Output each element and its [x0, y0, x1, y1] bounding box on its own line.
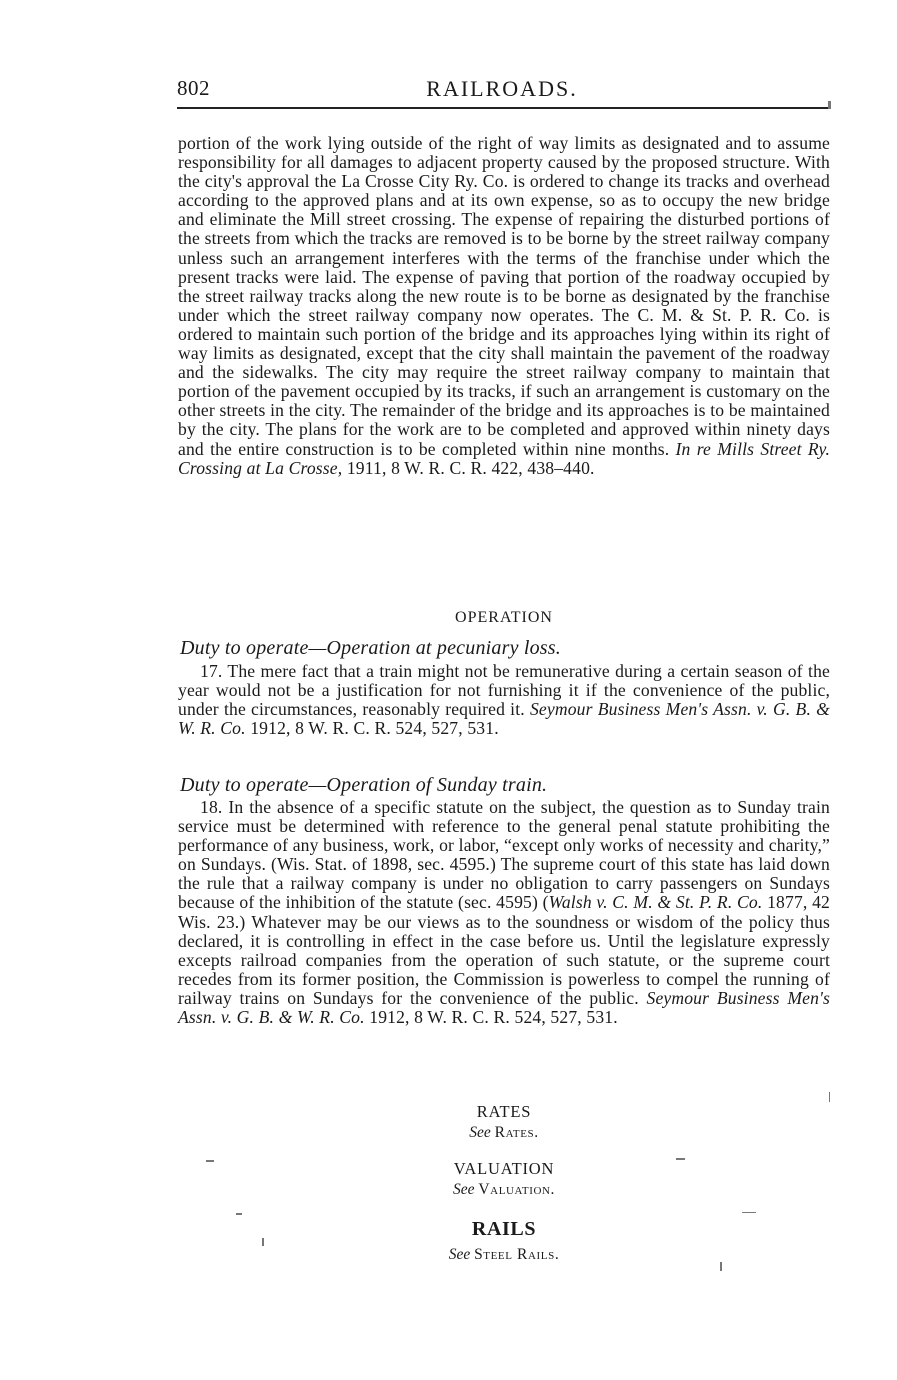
entry-17-text: 17. The mere fact that a train might not be remunerative during a certain season of the year would not be a justification for not furnishing it if the convenience of the public, under the circumstances, reasonably required it.	[178, 661, 830, 720]
paragraph-continuation	[178, 134, 830, 478]
see-word: See	[469, 1124, 491, 1141]
see-word: See	[448, 1246, 471, 1263]
entry-18-subhead: Duty to operate—Operation of Sunday train.	[180, 774, 548, 796]
header-rule	[177, 107, 829, 109]
page-header	[177, 76, 827, 106]
case-citation: In re Mills Street Ry. Crossing at La Crosse,	[178, 438, 830, 478]
cross-ref-see-valuation	[178, 1181, 830, 1199]
cross-ref-target: Steel Rails.	[474, 1246, 560, 1263]
cross-ref-see-rails	[178, 1246, 830, 1264]
scan-speck	[742, 1212, 756, 1213]
entry-18-paragraph	[178, 798, 830, 1027]
cross-ref-target: Rates.	[494, 1124, 539, 1141]
entry-17-citation: Seymour Business Men's Assn. v. G. B. & W. R. Co.	[178, 699, 830, 739]
entry-18-text-b: 1877, 42 Wis. 23.) Whatever may be our views as to the soundness or wisdom of the policy thus declared, it is controlling in effect in the case before us. Until the legislature expressly excepts railroad companies from the operation of such statute, or the supreme court recedes from its former position, the Commission is powerless to compel the running of railway trains on Sundays for the convenience of the public.	[178, 892, 831, 1008]
page-number: 802	[177, 76, 210, 100]
entry-18-citation-reference: 1912, 8 W. R. C. R. 524, 527, 531.	[369, 1007, 618, 1028]
scan-speck	[828, 101, 831, 109]
running-head: RAILROADS.	[426, 76, 578, 101]
cross-ref-heading-rates: RATES	[476, 1102, 532, 1121]
scan-speck	[829, 1092, 830, 1102]
cross-ref-see-rates	[178, 1124, 830, 1142]
cross-ref-target: Valuation.	[478, 1181, 556, 1198]
scan-speck	[262, 1238, 264, 1246]
scan-speck	[236, 1213, 242, 1215]
citation-reference: 1911, 8 W. R. C. R. 422, 438–440.	[346, 457, 595, 478]
cross-ref-heading-rails: RAILS	[471, 1218, 537, 1240]
section-heading-operation: OPERATION	[455, 609, 553, 626]
scan-speck	[206, 1160, 214, 1162]
entry-18-text-a: 18. In the absence of a specific statute on the subject, the question as to Sunday train service must be determined with reference to the general penal statute prohibiting the performance of any business, work, or labor, “except only works of necessity and charity,” on Sundays. (Wis. Stat. of 1898, sec. 4595.) The supreme court of this state has laid down the rule that a railway company is under no obligation to carry passengers on Sundays because of the inhibition of the statute (sec. 4595) (	[178, 797, 830, 913]
scan-speck	[676, 1158, 685, 1160]
cross-ref-heading-valuation: VALUATION	[453, 1159, 555, 1178]
see-word: See	[452, 1181, 475, 1198]
entry-17-citation-reference: 1912, 8 W. R. C. R. 524, 527, 531.	[250, 718, 499, 739]
entry-18-inner-citation: Walsh v. C. M. & St. P. R. Co.	[548, 892, 763, 913]
paragraph-text: portion of the work lying outside of the right of way limits as designated and to assume responsibility for all damages to adjacent property caused by the proposed structure. With the city's approval the La Crosse City Ry. Co. is ordered to change its tracks and overhead according to the approved plans and at its own expense, so as to occupy the new bridge and eliminate the Mill street crossing. The expense of repairing the disturbed portions of the streets from which the tracks are removed is to be borne by the street railway company unless such an arrangement interferes with the terms of the franchise under which the present tracks were laid. The expense of paving that portion of the roadway occupied by the street railway tracks along the new route is to be borne as designated by the franchise under which the street railway company now operates. The C. M. & St. P. R. Co. is ordered to maintain such portion of the bridge and its approaches lying within its right of way limits as designated, except that the city shall maintain the pavement of the roadway and the sidewalks. The city may require the street railway company to maintain that portion of the pavement occupied by its tracks, if such an arrangement is customary on the other streets in the city. The remainder of the bridge and its approaches is to be maintained by the city. The plans for the work are to be completed and approved within ninety days and the entire construction is to be completed within nine months.	[178, 133, 830, 459]
entry-17-subhead: Duty to operate—Operation at pecuniary loss.	[180, 637, 561, 659]
entry-18-citation: Seymour Business Men's Assn. v. G. B. & W. R. Co.	[178, 987, 830, 1028]
scan-speck	[720, 1262, 722, 1271]
entry-17-paragraph	[178, 662, 830, 738]
